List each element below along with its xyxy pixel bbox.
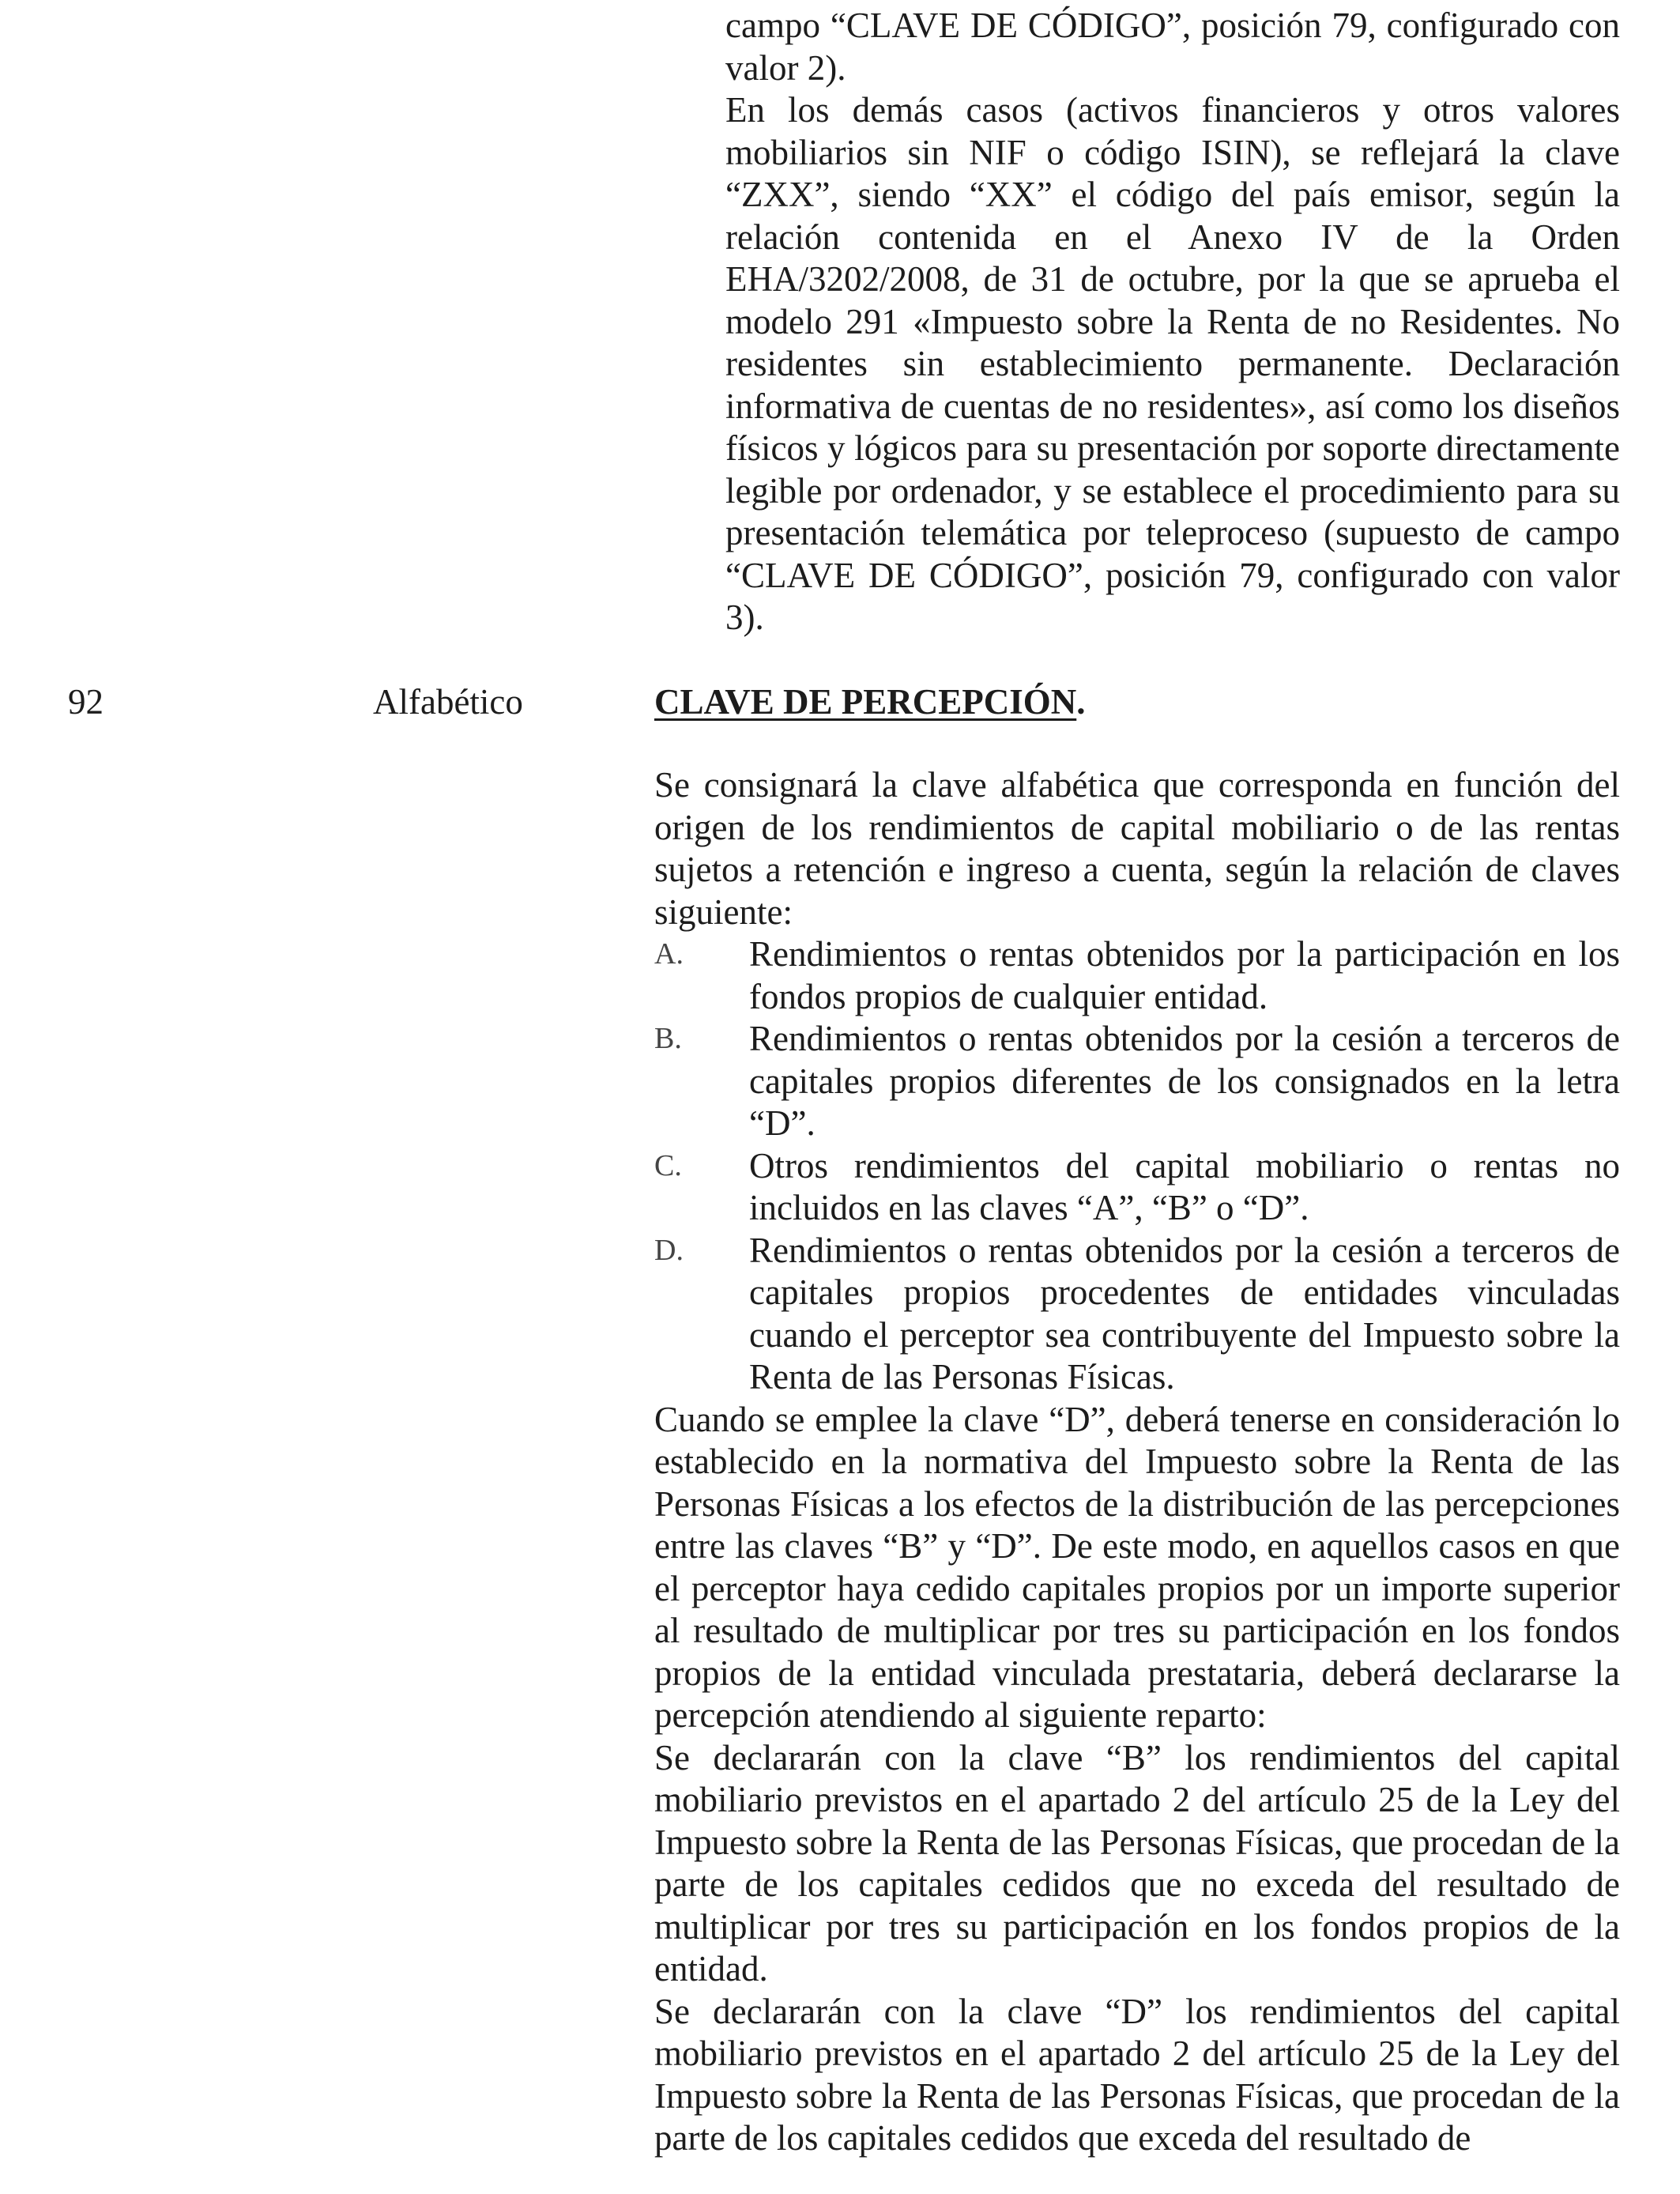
key-letter: A. [654,937,684,971]
key-text: Rendimientos o rentas obtenidos por la participación en los fondos propios de cualquier entidad. [749,934,1620,1016]
paragraph: Se declararán con la clave “D” los rendimientos del capital mobiliario previstos en el apartado 2 del artículo 25 de la Ley del Impuesto sobre la Renta de las Personas Físicas, que procedan de la parte de los capitales cedidos que exceda del resultado de [654,1991,1620,2158]
list-item [654,1145,1620,1230]
key-letter: B. [654,1022,682,1055]
list-item [654,1018,1620,1145]
key-list [654,933,1620,1399]
intro-paragraph: Se consignará la clave alfabética que corresponda en función del origen de los rendimientos de capital mobiliario o de las rentas sujetos a retención e ingreso a cuenta, según la relación de claves siguiente: [654,765,1620,932]
previous-field-continuation [725,5,1620,639]
list-item [654,933,1620,1018]
paragraph: Cuando se emplee la clave “D”, deberá tenerse en consideración lo establecido en la normativa del Impuesto sobre la Renta de las Personas Físicas a los efectos de la distribución de las percepciones entre las claves “B” y “D”. De este modo, en aquellos casos en que el perceptor haya cedido capitales propios por un importe superior al resultado de multiplicar por tres su participación en los fondos propios de la entidad vinculada prestataria, deberá declararse la percepción atendiendo al siguiente reparto: [654,1399,1620,1735]
field-row [0,681,1680,729]
key-letter: D. [654,1233,684,1267]
key-text: Otros rendimientos del capital mobiliario o rentas no incluidos en las claves “A”, “B” o “D”. [749,1145,1620,1227]
field-title-suffix: . [1076,682,1086,722]
paragraph: Se declararán con la clave “B” los rendimientos del capital mobiliario previstos en el apartado 2 del artículo 25 de la Ley del Impuesto sobre la Renta de las Personas Físicas, que procedan de la parte de los capitales cedidos que no exceda del resultado de multiplicar por tres su participación en los fondos propios de la entidad. [654,1737,1620,1989]
field-title [654,681,1086,724]
key-text: Rendimientos o rentas obtenidos por la cesión a terceros de capitales propios procedentes de entidades vinculadas cuando el perceptor sea contribuyente del Impuesto sobre la Renta de las Personas Físicas. [749,1230,1620,1397]
field-description [654,764,1620,2160]
field-type: Alfabético [373,682,523,722]
field-title-text: CLAVE DE PERCEPCIÓN [654,682,1077,722]
paragraph: campo “CLAVE DE CÓDIGO”, posición 79, configurado con valor 2). [725,6,1620,88]
key-text: Rendimientos o rentas obtenidos por la cesión a terceros de capitales propios diferentes de los consignados en la letra “D”. [749,1019,1620,1143]
key-letter: C. [654,1148,682,1182]
list-item [654,1230,1620,1399]
field-position: 92 [68,682,104,722]
paragraph: En los demás casos (activos financieros y otros valores mobiliarios sin NIF o código ISIN), se reflejará la clave “ZXX”, siendo “XX” el código del país emisor, según la relación contenida en el Anexo IV de la Orden EHA/3202/2008, de 31 de octubre, por la que se aprueba el modelo 291 «Impuesto sobre la Renta de no Residentes. No residentes sin establecimiento permanente. Declaración informativa de cuentas de no residentes», así como los diseños físicos y lógicos para su presentación por soporte directamente legible por ordenador, y se establece el procedimiento para su presentación telemática por teleproceso (supuesto de campo “CLAVE DE CÓDIGO”, posición 79, configurado con valor 3). [725,90,1620,637]
